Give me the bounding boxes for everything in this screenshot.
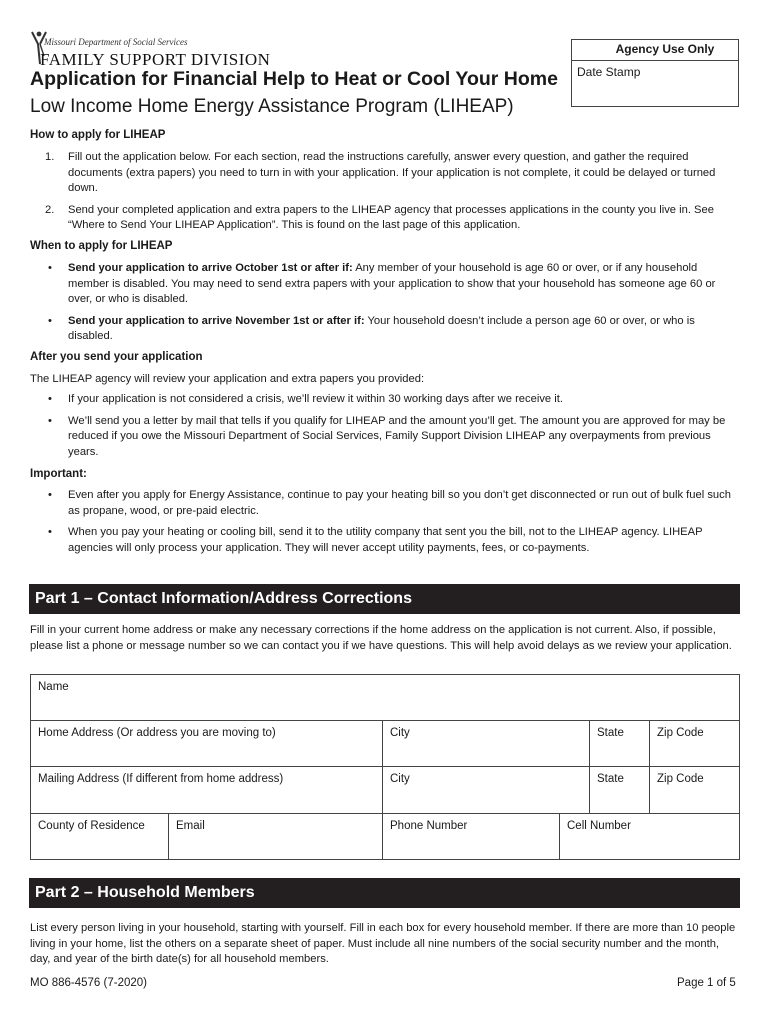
how-to-apply-heading: How to apply for LIHEAP [30, 129, 166, 141]
important-list [30, 488, 740, 556]
item-text: We’ll send you a letter by mail that tells if you qualify for LIHEAP and the amount you’ll get. The amount you are approved for may be reduced if you owe the Missouri Department of Social Services, Family Support Division LIHEAP any overpayments from previous years. [68, 414, 726, 458]
how-to-apply-list [30, 150, 740, 234]
field-label: County of Residence [38, 820, 145, 832]
division-name: FAMILY SUPPORT DIVISION [40, 50, 271, 69]
department-name: Missouri Department of Social Services [44, 37, 188, 47]
list-item [30, 414, 740, 461]
agency-use-heading: Agency Use Only [572, 40, 738, 61]
item-text: When you pay your heating or cooling bill, send it to the utility company that sent you the bill, not to the LIHEAP agency. LIHEAP agencies will only process your application. They will never accept utility payments, fees, or co-payments. [68, 526, 703, 554]
list-item [30, 392, 740, 408]
field-label: Phone Number [390, 820, 468, 832]
step-text: Fill out the application below. For each section, read the instructions carefully, answer every question, and gather the required documents (extra papers) you need to turn in with your application. If your application is not complete, it could be delayed or turned down. [68, 151, 716, 195]
step-number: 1. [45, 151, 55, 163]
home-zip-field[interactable] [650, 721, 740, 767]
bullet-icon: • [48, 262, 52, 274]
agency-use-box [571, 39, 739, 107]
list-item [30, 314, 740, 345]
list-item [30, 261, 740, 308]
part1-title-bar: Part 1 – Contact Information/Address Corrections [29, 584, 740, 614]
mail-state-field[interactable] [590, 767, 650, 814]
list-item [30, 203, 740, 234]
field-label: City [390, 773, 410, 785]
mail-city-field[interactable] [383, 767, 590, 814]
part2-title-bar: Part 2 – Household Members [29, 878, 740, 908]
part2-instructions: List every person living in your household, starting with yourself. Fill in each box for every household member. If there are more than 10 people living in your home, list the others on a separate sheet of paper. Must include all nine numbers of the social security number and the month, day, and year of the birth date(s) for all household members. [30, 922, 736, 966]
step-number: 2. [45, 203, 55, 216]
field-label: Mailing Address (If different from home address) [38, 773, 284, 785]
field-label: Zip Code [657, 727, 704, 739]
page-number: Page 1 of 5 [677, 977, 736, 989]
field-label: Cell Number [567, 820, 631, 832]
page-title: Application for Financial Help to Heat or Cool Your Home [30, 68, 558, 90]
field-label: State [597, 727, 624, 739]
home-state-field[interactable] [590, 721, 650, 767]
item-bold-text: Send your application to arrive October 1st or after if: [68, 262, 353, 274]
home-city-field[interactable] [383, 721, 590, 767]
bullet-icon: • [48, 414, 52, 427]
date-stamp-label: Date Stamp [577, 65, 641, 79]
after-send-heading: After you send your application [30, 351, 203, 363]
item-bold-text: Send your application to arrive November 1st or after if: [68, 314, 365, 327]
after-send-intro: The LIHEAP agency will review your application and extra papers you provided: [30, 373, 425, 385]
bullet-icon: • [48, 314, 52, 327]
field-label: Home Address (Or address you are moving to) [38, 727, 276, 739]
when-to-apply-heading: When to apply for LIHEAP [30, 240, 173, 252]
field-label: Email [176, 820, 205, 832]
item-text: Even after you apply for Energy Assistance, continue to pay your heating bill so you don’t get disconnected or run out of bulk fuel such as propane, wood, or pre-paid electric. [68, 489, 731, 517]
bullet-icon: • [48, 526, 52, 539]
item-text: Your household doesn’t include a person age 60 or over, or who is disabled. [68, 314, 695, 343]
step-text: Send your completed application and extra papers to the LIHEAP agency that processes applications in the county you live in. See “Where to Send Your LIHEAP Application”. This is found on the last page of this application. [68, 203, 714, 232]
mail-zip-field[interactable] [650, 767, 740, 814]
important-heading: Important: [30, 468, 87, 480]
phone-field[interactable] [383, 814, 560, 860]
after-send-list [30, 392, 740, 460]
item-text: If your application is not considered a crisis, we’ll review it within 30 working days after we receive it. [68, 393, 563, 405]
bullet-icon: • [48, 393, 52, 405]
item-text: Any member of your household is age 60 or over, or if any household member is disabled. You may need to send extra papers with your application to show that your household has someone age 60 or over, or who is disabled. [68, 262, 716, 306]
cell-phone-field[interactable] [560, 814, 740, 860]
fsd-logo [30, 30, 280, 70]
home-address-field[interactable] [31, 721, 383, 767]
form-number: MO 886-4576 (7-2020) [30, 977, 147, 989]
county-field[interactable] [31, 814, 169, 860]
field-label: City [390, 727, 410, 739]
field-label: State [597, 773, 624, 785]
field-label: Name [38, 681, 69, 693]
mailing-address-field[interactable] [31, 767, 383, 814]
list-item [30, 150, 740, 197]
part1-instructions: Fill in your current home address or make any necessary corrections if the home address on the application is not current. Also, if possible, please list a phone or message number so we can contact you if we have questions. This will help avoid delays as we review your application. [30, 624, 732, 652]
list-item [30, 525, 740, 556]
page-subtitle: Low Income Home Energy Assistance Program (LIHEAP) [30, 96, 514, 117]
when-to-apply-list [30, 261, 740, 345]
email-field[interactable] [169, 814, 383, 860]
contact-info-table [30, 674, 740, 860]
name-field[interactable] [31, 675, 740, 721]
bullet-icon: • [48, 489, 52, 501]
field-label: Zip Code [657, 773, 704, 785]
list-item [30, 488, 740, 519]
